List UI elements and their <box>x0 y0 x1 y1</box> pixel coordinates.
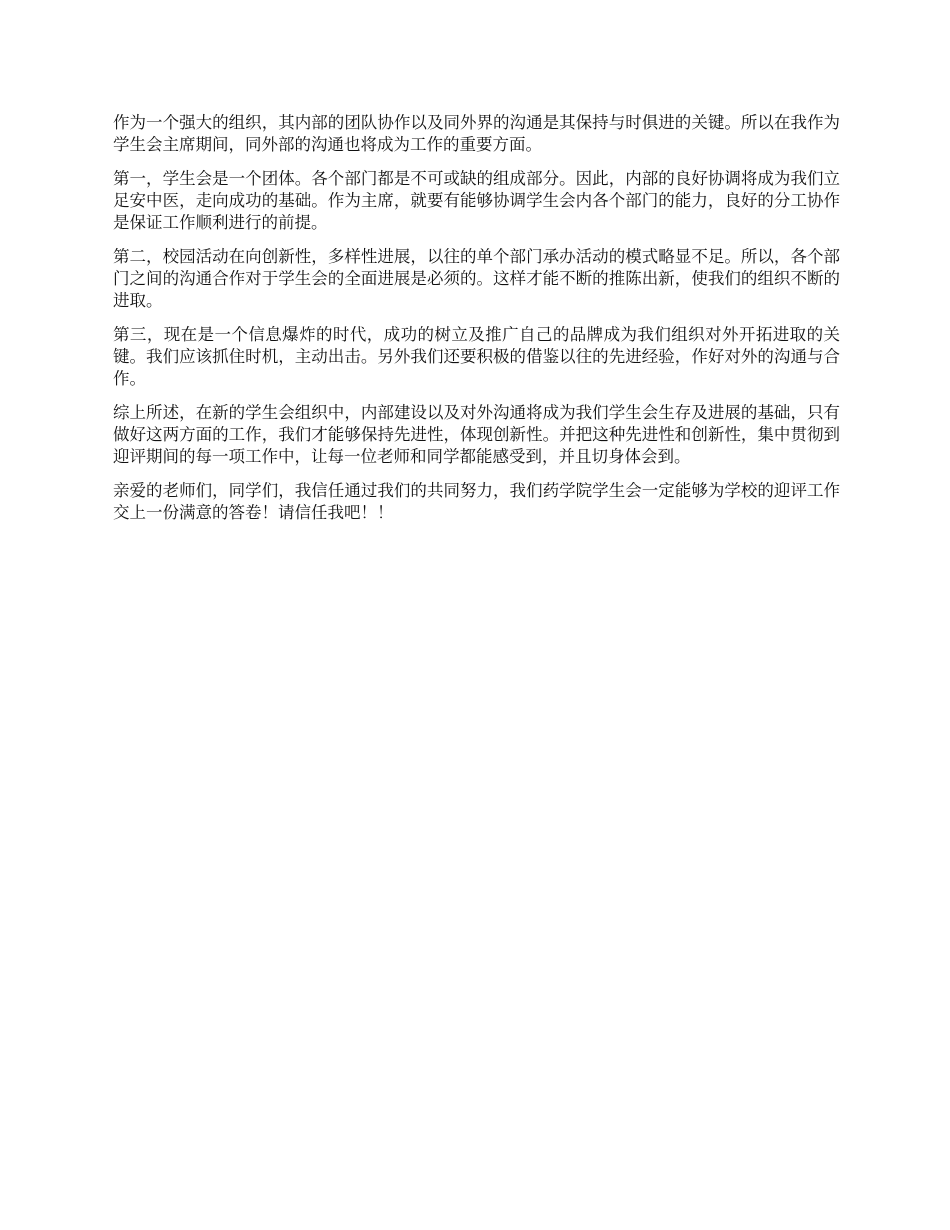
paragraph-intro: 作为一个强大的组织，其内部的团队协作以及同外界的沟通是其保持与时俱进的关键。所以在我作为学生会主席期间，同外部的沟通也将成为工作的重要方面。 <box>113 113 840 154</box>
paragraph-closing: 亲爱的老师们，同学们，我信任通过我们的共同努力，我们药学院学生会一定能够为学校的迎评工作交上一份满意的答卷！请信任我吧！！ <box>113 481 840 522</box>
document-body <box>113 112 840 536</box>
paragraph-first-point: 第一，学生会是一个团体。各个部门都是不可或缺的组成部分。因此，内部的良好协调将成为我们立足安中医，走向成功的基础。作为主席，就要有能够协调学生会内各个部门的能力，良好的分工协作是保证工作顺利进行的前提。 <box>113 169 840 232</box>
paragraph-third-point: 第三，现在是一个信息爆炸的时代，成功的树立及推广自己的品牌成为我们组织对外开拓进取的关键。我们应该抓住时机，主动出击。另外我们还要积极的借鉴以往的先进经验，作好对外的沟通与合作。 <box>113 325 840 388</box>
paragraph-second-point: 第二，校园活动在向创新性，多样性进展，以往的单个部门承办活动的模式略显不足。所以，各个部门之间的沟通合作对于学生会的全面进展是必须的。这样才能不断的推陈出新，使我们的组织不断的进取。 <box>113 247 840 310</box>
paragraph-summary: 综上所述，在新的学生会组织中，内部建设以及对外沟通将成为我们学生会生存及进展的基础，只有做好这两方面的工作，我们才能够保持先进性，体现创新性。并把这种先进性和创新性，集中贯彻到迎评期间的每一项工作中，让每一位老师和同学都能感受到，并且切身体会到。 <box>113 403 840 466</box>
